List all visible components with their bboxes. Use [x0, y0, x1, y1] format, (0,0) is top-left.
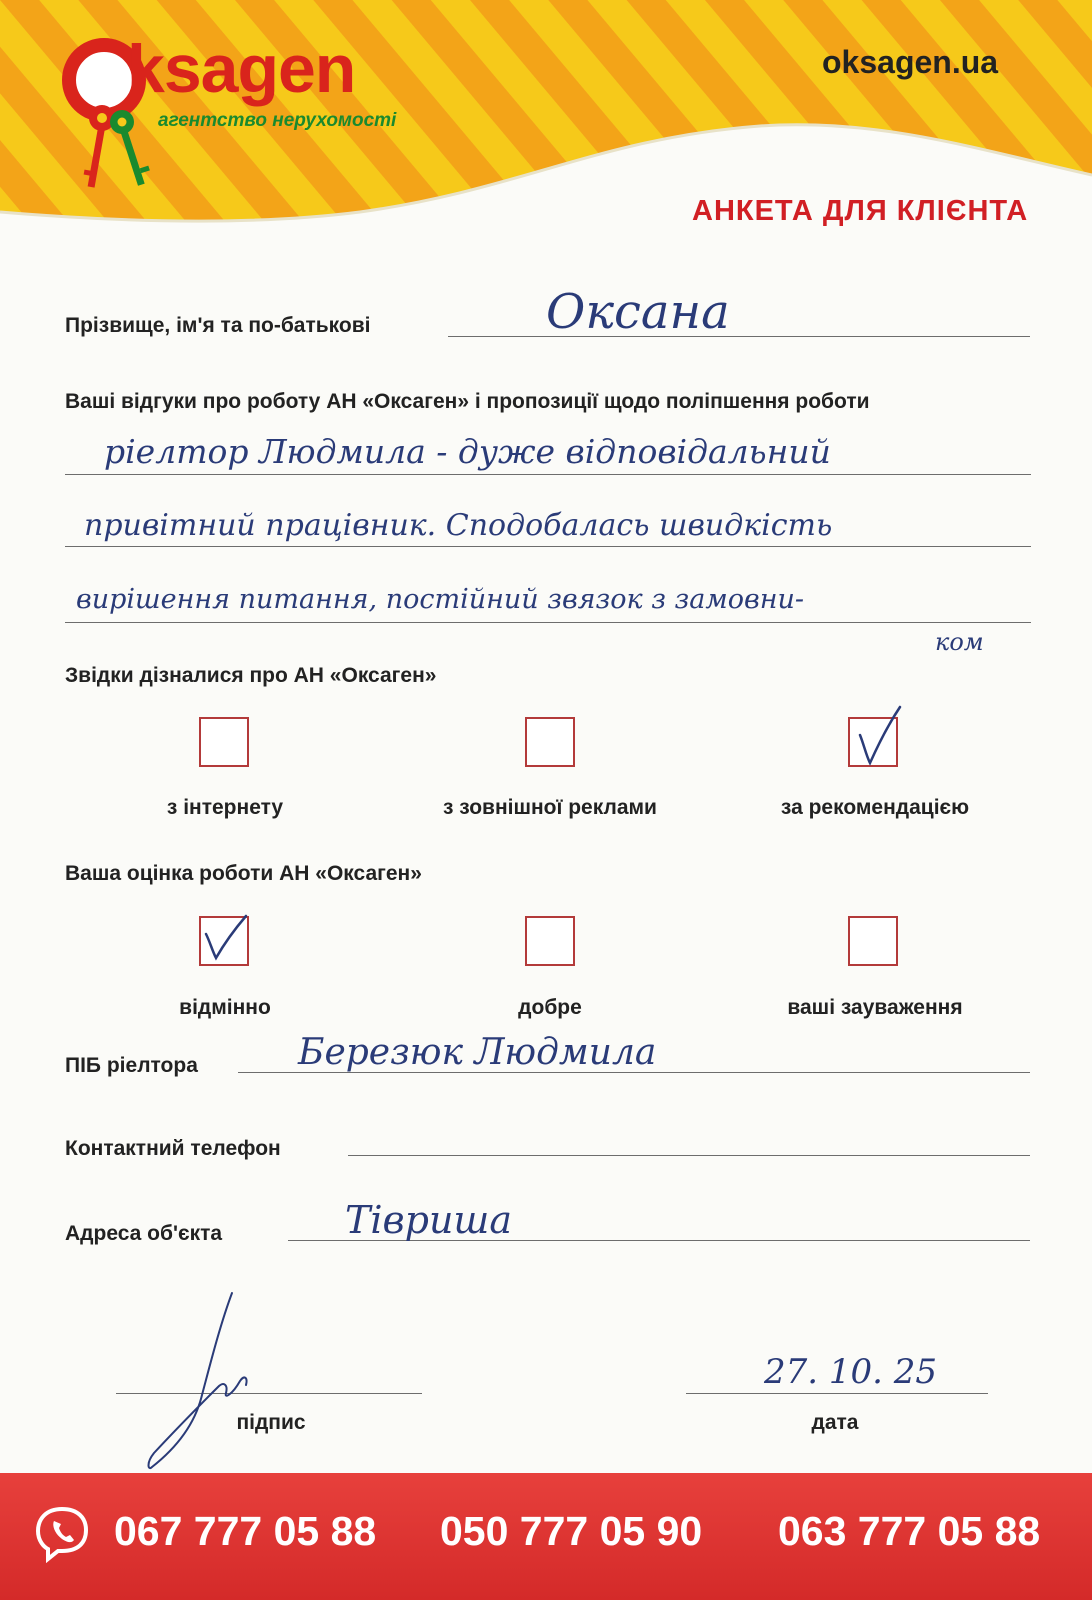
feedback-text-line-1[interactable]: ріелтор Людмила - дуже відповідальний: [104, 432, 831, 471]
logo-tagline: агентство нерухомості: [158, 110, 397, 131]
option-good-label: добре: [518, 996, 582, 1019]
handwritten-signature: [140, 1285, 300, 1475]
full-name-label: Прізвище, ім'я та по-батькові: [65, 314, 371, 337]
phone-line: [348, 1155, 1030, 1156]
option-recommendation-label: за рекомендацією: [780, 796, 970, 819]
checkbox-remarks[interactable]: [848, 916, 898, 966]
checkmark-icon: [200, 912, 250, 966]
option-internet-label: з інтернету: [166, 796, 284, 819]
option-remarks-label: ваші зауваження: [787, 996, 963, 1019]
signature-label: підпис: [236, 1411, 306, 1434]
feedback-line-3: [65, 622, 1031, 623]
date-line: [686, 1393, 988, 1394]
checkbox-outdoor-ads[interactable]: [525, 717, 575, 767]
full-name-line: [448, 336, 1030, 337]
date-label: дата: [811, 1411, 859, 1434]
rating-label: Ваша оцінка роботи АН «Оксаген»: [65, 862, 422, 885]
feedback-line-1: [65, 474, 1031, 475]
feedback-label: Ваші відгуки про роботу АН «Оксаген» і пропозиції щодо поліпшення роботи: [65, 390, 870, 413]
phone-label: Контактний телефон: [65, 1137, 281, 1160]
address-label: Адреса об'єкта: [65, 1222, 223, 1245]
footer-phone-1[interactable]: 067 777 05 88: [114, 1508, 377, 1554]
website-url: oksagen.ua: [822, 44, 999, 80]
address-value[interactable]: Тівриша: [345, 1198, 513, 1242]
realtor-value[interactable]: Березюк Людмила: [298, 1032, 657, 1073]
viber-phone-icon: [32, 1503, 92, 1563]
form-title: АНКЕТА ДЛЯ КЛІЄНТА: [692, 195, 1029, 227]
date-value[interactable]: 27. 10. 25: [764, 1352, 938, 1392]
keys-icon: [70, 100, 150, 200]
option-excellent-label: відмінно: [179, 996, 271, 1019]
footer-phone-3[interactable]: 063 777 05 88: [778, 1508, 1041, 1554]
feedback-text-line-2[interactable]: привітний працівник. Сподобалась швидкість: [84, 508, 833, 543]
realtor-label: ПІБ ріелтора: [65, 1054, 198, 1077]
feedback-line-2: [65, 546, 1031, 547]
feedback-text-line-4[interactable]: ком: [935, 628, 984, 656]
source-label: Звідки дізналися про АН «Оксаген»: [65, 664, 437, 687]
logo-text: ksagen: [127, 31, 356, 107]
checkbox-internet[interactable]: [199, 717, 249, 767]
full-name-value[interactable]: Оксана: [546, 284, 730, 340]
feedback-text-line-3[interactable]: вирішення питання, постійний звязок з замовни-: [76, 584, 805, 615]
option-outdoor-ads-label: з зовнішної реклами: [443, 796, 657, 819]
checkbox-good[interactable]: [525, 916, 575, 966]
checkmark-icon: [850, 705, 904, 769]
footer-phone-2[interactable]: 050 777 05 90: [440, 1508, 703, 1554]
